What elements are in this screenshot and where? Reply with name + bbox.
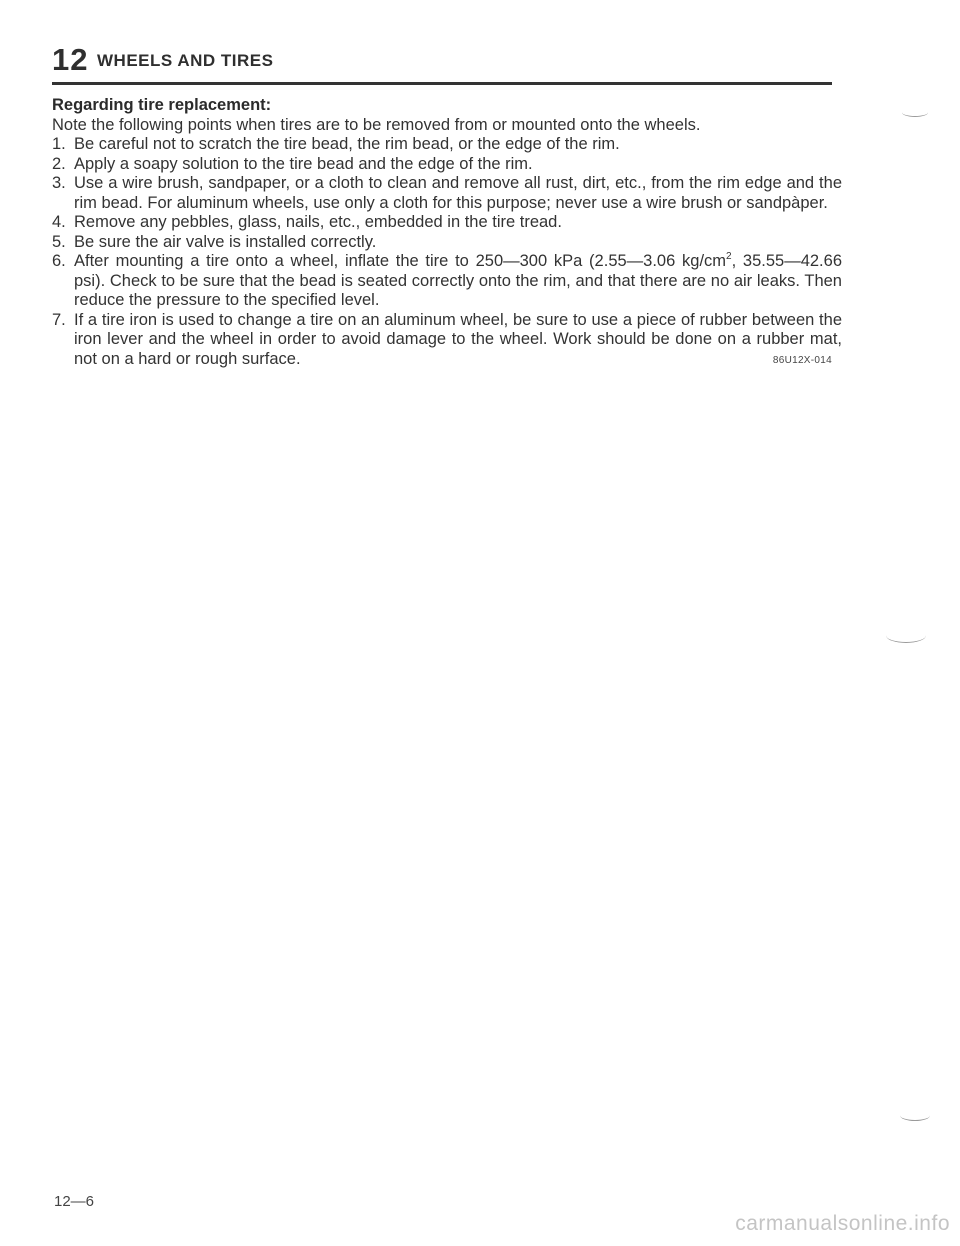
step-number: 6. bbox=[52, 252, 66, 270]
page-header bbox=[52, 40, 832, 84]
page-number: 12—6 bbox=[54, 1193, 95, 1210]
step-text: Use a wire brush, sandpaper, or a cloth to clean and remove all rust, dirt, etc., from the rim edge and the rim bead. For aluminum wheels, use only a cloth for this purpose; never use a wire brush or sandpàper. bbox=[74, 174, 842, 212]
step-text: If a tire iron is used to change a tire on an aluminum wheel, be sure to use a piece of rubber between the iron lever and the wheel in order to avoid damage to the wheel. Work should be done on a rubber mat, not on a hard or rough surface. bbox=[74, 310, 842, 368]
header-divider bbox=[52, 82, 832, 85]
step-text: Be careful not to scratch the tire bead, the rim bead, or the edge of the rim. bbox=[74, 135, 620, 153]
scan-artifact bbox=[886, 628, 926, 643]
step-item bbox=[52, 155, 842, 175]
step-text-start: After mounting a tire onto a wheel, inflate the tire to 250—300 kPa (2.55—3.06 kg/cm bbox=[74, 252, 727, 270]
step-item bbox=[52, 213, 842, 233]
superscript-squared: 2 bbox=[726, 250, 732, 262]
steps-list bbox=[52, 135, 842, 369]
step-text: Be sure the air valve is installed correctly. bbox=[74, 232, 377, 251]
scan-artifact bbox=[902, 108, 928, 117]
tire-replacement-section bbox=[52, 96, 842, 369]
step-item bbox=[52, 252, 842, 311]
step-item bbox=[52, 311, 842, 370]
step-item bbox=[52, 135, 842, 155]
step-text: Apply a soapy solution to the tire bead and the edge of the rim. bbox=[74, 154, 533, 173]
reference-code: 86U12X-014 bbox=[772, 355, 832, 366]
step-number: 5. bbox=[52, 232, 66, 251]
step-number: 3. bbox=[52, 174, 66, 192]
chapter-title: WHEELS AND TIRES bbox=[97, 51, 274, 70]
step-number: 4. bbox=[52, 213, 66, 231]
step-text-end: , 35.55—42.66 psi). Check to be sure that the bead is seated correctly onto the rim, and that there are no air leaks. Then reduce the pressure to the specified level. bbox=[74, 252, 842, 309]
step-number: 1. bbox=[52, 135, 66, 153]
site-watermark: carmanualsonline.info bbox=[735, 1212, 950, 1235]
section-intro: Note the following points when tires are to be removed from or mounted onto the wheels. bbox=[52, 115, 701, 134]
section-heading: Regarding tire replacement: bbox=[52, 96, 272, 114]
step-item bbox=[52, 174, 842, 213]
step-text: Remove any pebbles, glass, nails, etc., embedded in the tire tread. bbox=[74, 213, 562, 231]
chapter-number: 12 bbox=[52, 42, 89, 77]
scan-artifact bbox=[900, 1110, 930, 1121]
step-item bbox=[52, 233, 842, 253]
step-number: 7. bbox=[52, 310, 66, 329]
step-number: 2. bbox=[52, 154, 66, 173]
